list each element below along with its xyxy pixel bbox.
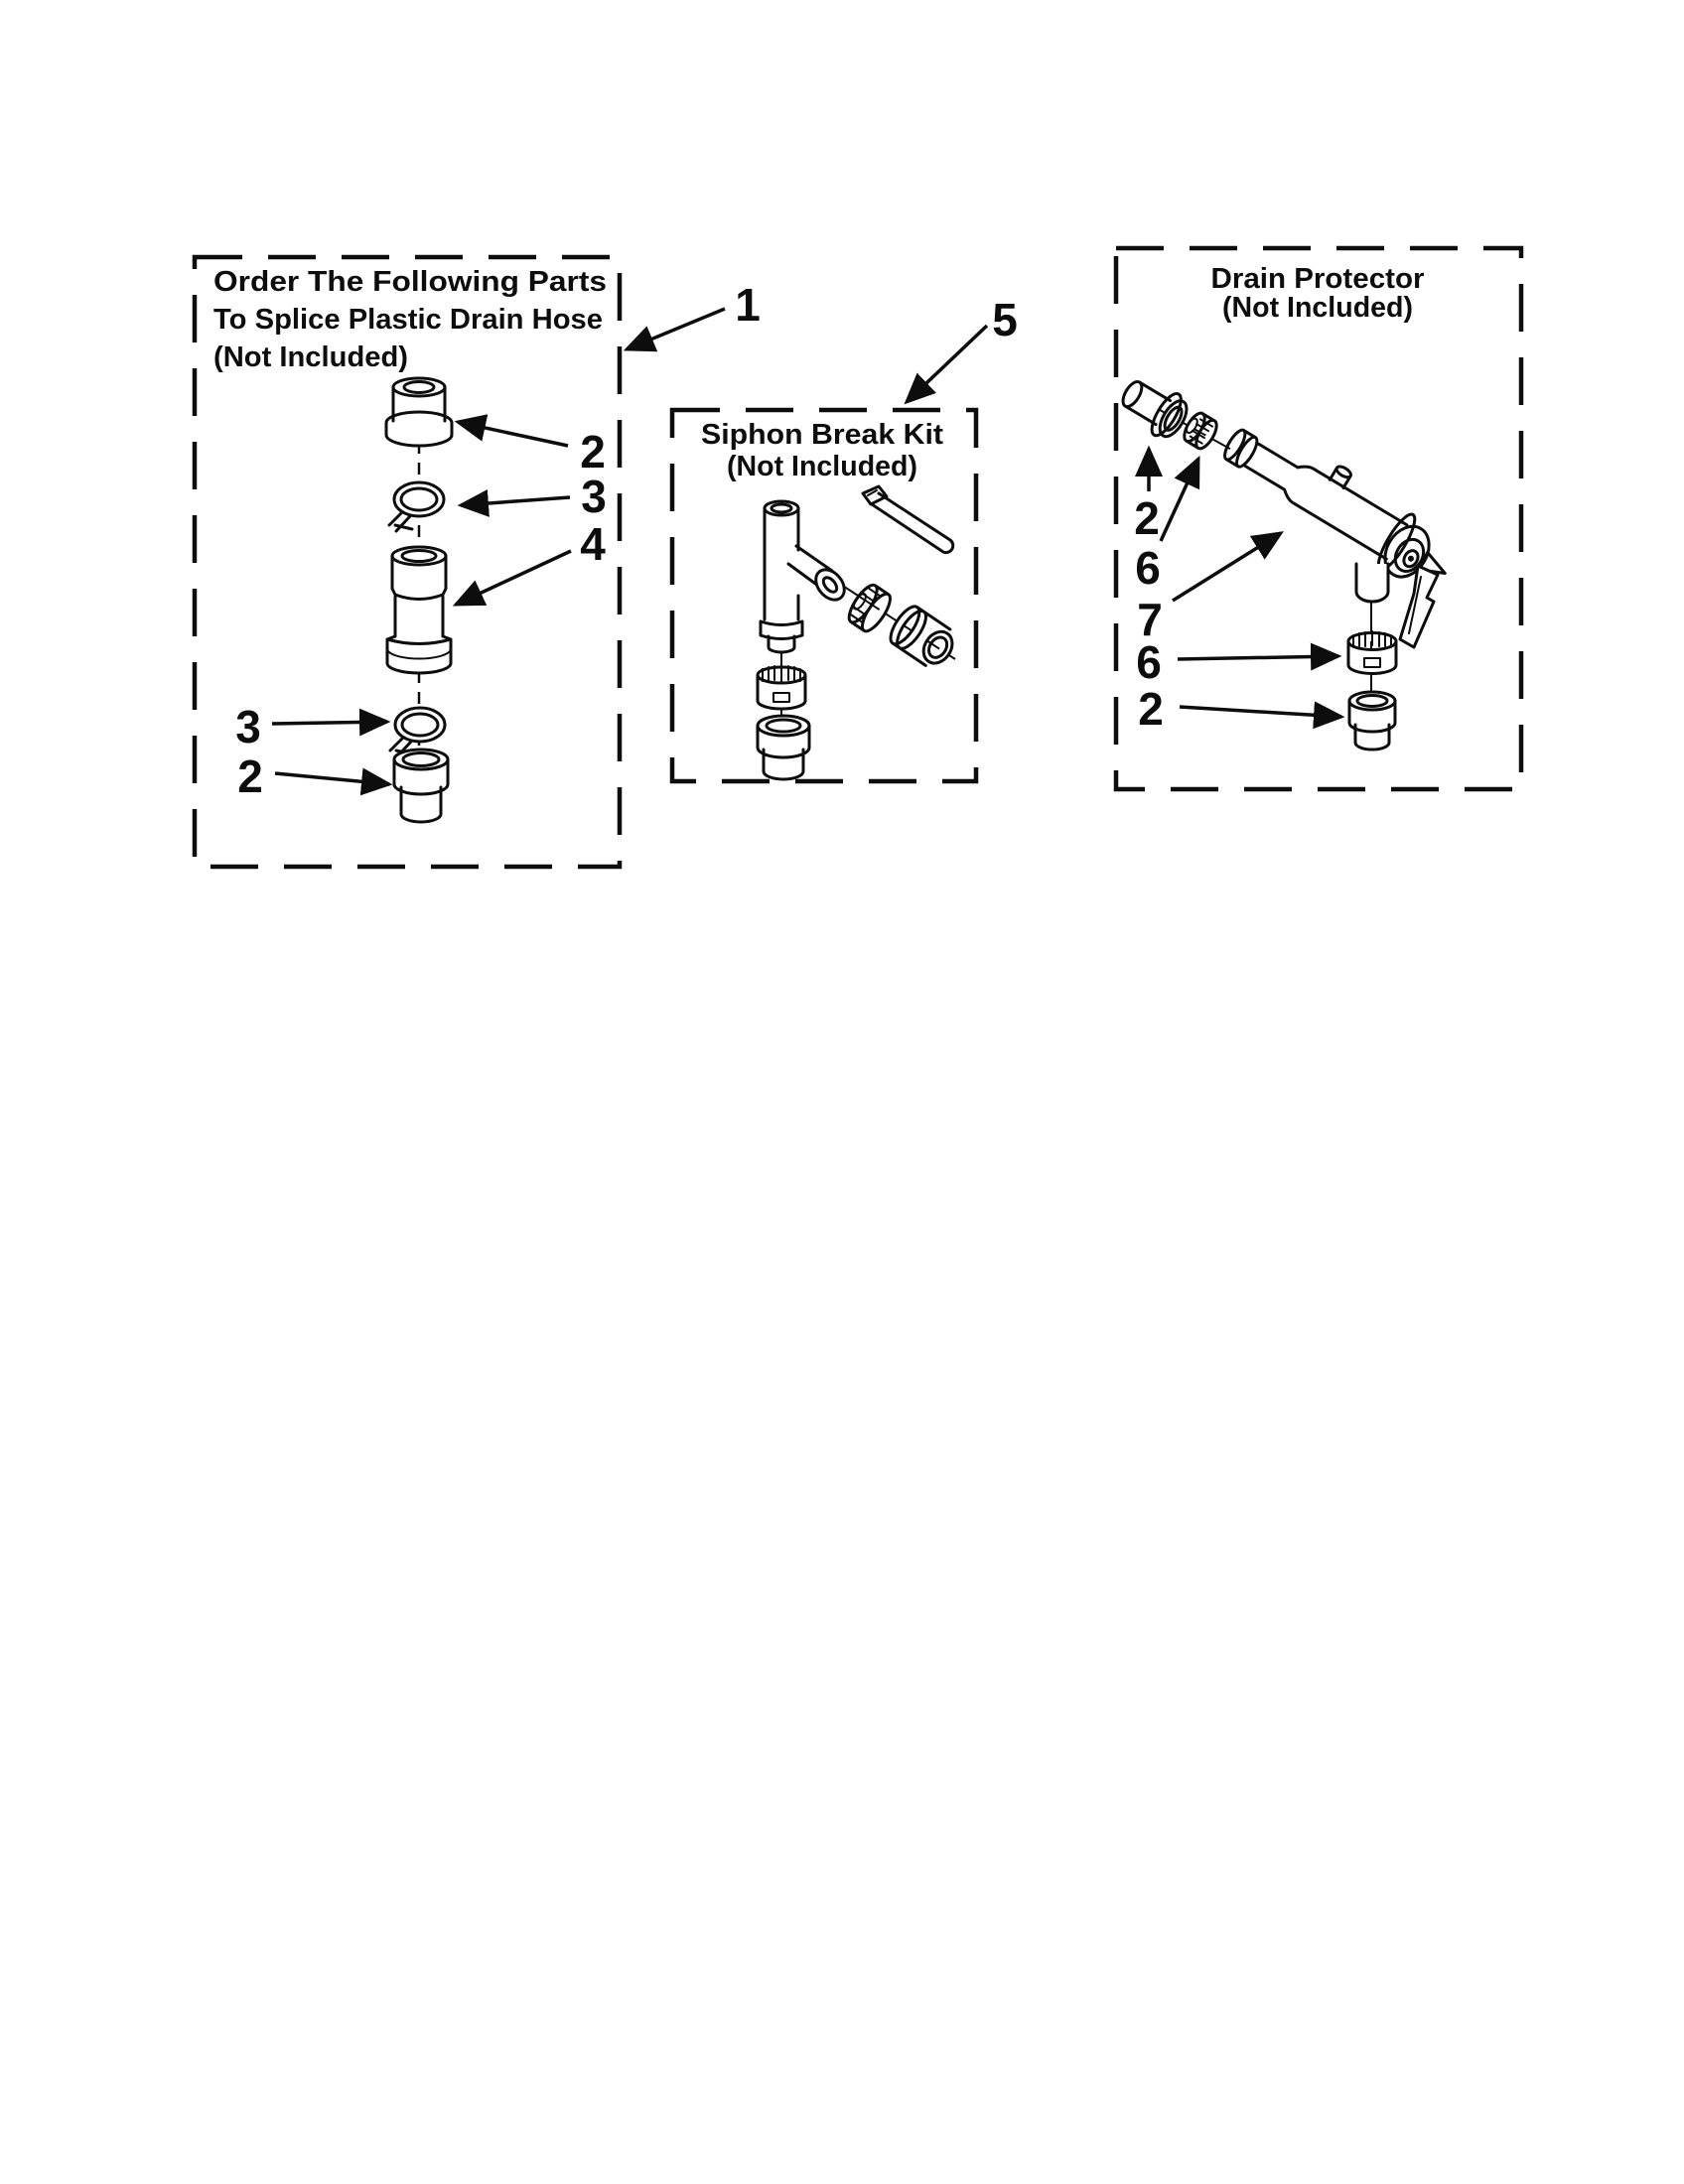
callout-arrow-2-drain-bottom [1180, 707, 1341, 717]
siphon-drain-cup [758, 716, 809, 779]
callout-arrow-5 [907, 326, 987, 402]
drain-protector-title-line1: Drain Protector [1210, 263, 1425, 295]
ring-nut [844, 581, 895, 634]
siphon-clamp-band [758, 665, 805, 709]
callout-label-5: 5 [992, 294, 1018, 345]
siphon-kit-title-line2: (Not Included) [727, 451, 917, 482]
callout-arrow-6-drain-bottom [1178, 656, 1338, 659]
callout-arrow-7 [1173, 533, 1281, 601]
drain-valve-lever [1400, 566, 1438, 647]
callout-arrow-2-top [458, 422, 568, 446]
drain-valve-lever-blade [1400, 566, 1438, 647]
drain-clamp-ring [1348, 631, 1396, 674]
cable-tie-fill [863, 486, 950, 552]
siphon-kit-title-line1: Siphon Break Kit [701, 419, 944, 451]
drain-valve-bracket [1356, 564, 1388, 602]
siphon-tee-pipe [761, 501, 850, 652]
cable-tie [863, 486, 953, 553]
callout-label-2-drain-bottom: 2 [1138, 683, 1164, 735]
callout-arrow-3-top [461, 497, 570, 505]
drain-valve-bracket-fill [1356, 564, 1388, 602]
hose-coupler-bottom [394, 750, 448, 822]
callout-label-6-drain-top: 6 [1135, 542, 1161, 594]
siphon-break-kit-box [672, 410, 976, 781]
callout-label-3-top: 3 [581, 471, 607, 522]
callout-label-2-top: 2 [580, 426, 606, 478]
hose-clamp-top [389, 482, 444, 531]
callout-label-1: 1 [735, 279, 761, 331]
callout-5-group [907, 294, 1018, 402]
callout-1-group [627, 279, 761, 349]
callout-arrow-3-bottom [272, 722, 387, 724]
callout-label-2-drain-top: 2 [1134, 492, 1160, 544]
callout-label-7: 7 [1137, 594, 1163, 645]
splice-tube [387, 547, 451, 673]
splice-kit-title-line2: To Splice Plastic Drain Hose [213, 304, 603, 336]
drain-coupler-top [1114, 370, 1193, 445]
callout-label-2-bottom: 2 [237, 751, 263, 802]
callout-arrow-2-bottom [275, 773, 389, 784]
siphon-hose-coupler [886, 603, 961, 673]
callout-arrow-6-drain-top [1161, 459, 1198, 541]
drain-protector-box [1114, 248, 1521, 789]
splice-kit-title-line1: Order The Following Parts [213, 266, 607, 298]
callout-label-6-drain-bottom: 6 [1136, 636, 1162, 688]
callout-arrow-1 [627, 309, 725, 349]
drain-protector-title-line2: (Not Included) [1222, 292, 1413, 324]
splice-kit-box [195, 257, 620, 867]
callout-label-4: 4 [580, 518, 606, 570]
drain-cup-bottom [1349, 692, 1395, 750]
hose-coupler-top [386, 378, 452, 446]
splice-kit-title-line3: (Not Included) [213, 341, 408, 373]
callout-label-3-bottom: 3 [235, 701, 261, 752]
callout-arrow-4 [456, 551, 571, 605]
